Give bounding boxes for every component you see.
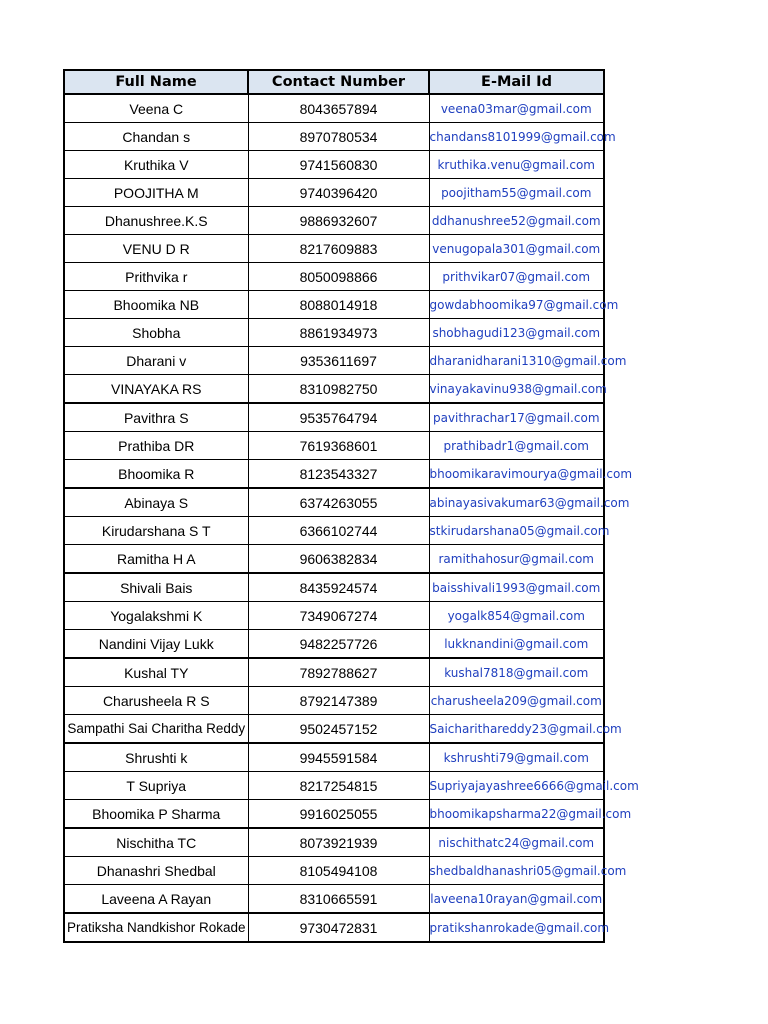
cell-contact-number: 9730472831 xyxy=(248,913,429,942)
cell-contact-number: 8792147389 xyxy=(248,687,429,715)
table-row xyxy=(64,913,604,942)
cell-email-link[interactable] xyxy=(429,828,604,857)
table-row xyxy=(64,403,604,432)
email-link-text[interactable]: pavithrachar17@gmail.com xyxy=(432,410,600,425)
email-link-text[interactable]: yogalk854@gmail.com xyxy=(447,608,585,623)
cell-contact-number: 8861934973 xyxy=(248,319,429,347)
email-link-text[interactable]: lukknandini@gmail.com xyxy=(444,636,589,651)
table-row xyxy=(64,432,604,460)
email-link-text[interactable]: kushal7818@gmail.com xyxy=(444,665,589,680)
email-link-text[interactable]: charusheela209@gmail.com xyxy=(430,693,602,708)
email-link-text[interactable]: bhoomikapsharma22@gmail.com xyxy=(429,806,632,821)
cell-email-link[interactable] xyxy=(429,573,604,602)
table-row xyxy=(64,715,604,744)
cell-full-name: Chandan s xyxy=(64,123,248,151)
email-link-text[interactable]: ramithahosur@gmail.com xyxy=(438,551,594,566)
contact-sheet xyxy=(63,69,639,943)
email-link-text[interactable]: abinayasivakumar63@gmail.com xyxy=(429,495,630,510)
cell-full-name: Bhoomika NB xyxy=(64,291,248,319)
cell-contact-number: 7349067274 xyxy=(248,602,429,630)
cell-email-link[interactable] xyxy=(429,179,604,207)
cell-email-link[interactable] xyxy=(429,715,622,744)
cell-email-link[interactable] xyxy=(429,545,604,574)
table-row xyxy=(64,772,604,800)
cell-full-name: Sampathi Sai Charitha Reddy xyxy=(64,715,248,744)
table-row xyxy=(64,460,604,489)
cell-full-name: Yogalakshmi K xyxy=(64,602,248,630)
table-row xyxy=(64,517,604,545)
table-row xyxy=(64,687,604,715)
table-row xyxy=(64,658,604,687)
cell-email-link[interactable] xyxy=(429,291,619,319)
table-row xyxy=(64,743,604,772)
cell-contact-number: 7619368601 xyxy=(248,432,429,460)
cell-email-link[interactable] xyxy=(429,375,607,404)
email-link-text[interactable]: poojitham55@gmail.com xyxy=(441,185,592,200)
email-link-text[interactable]: chandans8101999@gmail.com xyxy=(429,129,616,144)
table-row xyxy=(64,488,604,517)
cell-email-link[interactable] xyxy=(429,263,604,291)
cell-full-name: Ramitha H A xyxy=(64,545,248,574)
cell-full-name: POOJITHA M xyxy=(64,179,248,207)
cell-email-link[interactable] xyxy=(429,687,604,715)
cell-full-name: Shivali Bais xyxy=(64,573,248,602)
cell-contact-number: 8310665591 xyxy=(248,885,429,914)
cell-full-name: Nandini Vijay Lukk xyxy=(64,630,248,659)
table-row xyxy=(64,347,604,375)
cell-full-name: Kushal TY xyxy=(64,658,248,687)
cell-contact-number: 9502457152 xyxy=(248,715,429,744)
cell-contact-number: 8050098866 xyxy=(248,263,429,291)
cell-contact-number: 9945591584 xyxy=(248,743,429,772)
table-row xyxy=(64,235,604,263)
cell-email-link[interactable] xyxy=(429,913,610,942)
table-row xyxy=(64,207,604,235)
cell-contact-number: 8073921939 xyxy=(248,828,429,857)
cell-email-link[interactable] xyxy=(429,319,604,347)
table-row xyxy=(64,263,604,291)
cell-full-name: Prathiba DR xyxy=(64,432,248,460)
cell-email-link[interactable] xyxy=(429,123,616,151)
cell-full-name: Dhanushree.K.S xyxy=(64,207,248,235)
cell-contact-number: 9886932607 xyxy=(248,207,429,235)
cell-email-link[interactable] xyxy=(429,800,632,829)
table-row xyxy=(64,291,604,319)
table-row xyxy=(64,123,604,151)
header-full-name: Full Name xyxy=(64,70,248,94)
cell-email-link[interactable] xyxy=(429,658,604,687)
cell-email-link[interactable] xyxy=(429,857,627,885)
cell-full-name: VINAYAKA RS xyxy=(64,375,248,404)
cell-contact-number: 8123543327 xyxy=(248,460,429,489)
cell-email-link[interactable] xyxy=(429,432,604,460)
contact-table xyxy=(63,69,639,943)
email-link-text[interactable]: nischithatc24@gmail.com xyxy=(438,835,595,850)
cell-email-link[interactable] xyxy=(429,460,633,489)
cell-full-name: Shrushti k xyxy=(64,743,248,772)
cell-full-name: Charusheela R S xyxy=(64,687,248,715)
cell-contact-number: 9740396420 xyxy=(248,179,429,207)
cell-contact-number: 7892788627 xyxy=(248,658,429,687)
table-row xyxy=(64,179,604,207)
header-email-id: E-Mail Id xyxy=(429,70,604,94)
email-link-text[interactable]: kruthika.venu@gmail.com xyxy=(437,157,595,172)
table-row xyxy=(64,94,604,123)
header-contact-number: Contact Number xyxy=(248,70,429,94)
table-row xyxy=(64,885,604,914)
cell-full-name: Nischitha TC xyxy=(64,828,248,857)
cell-contact-number: 8217609883 xyxy=(248,235,429,263)
email-link-text[interactable]: prathibadr1@gmail.com xyxy=(443,438,589,453)
cell-full-name: Laveena A Rayan xyxy=(64,885,248,914)
table-row xyxy=(64,800,604,829)
cell-contact-number: 8970780534 xyxy=(248,123,429,151)
email-link-text[interactable]: prithvikar07@gmail.com xyxy=(442,269,591,284)
cell-full-name: VENU D R xyxy=(64,235,248,263)
email-link-text[interactable]: stkirudarshana05@gmail.com xyxy=(429,523,610,538)
cell-contact-number: 8105494108 xyxy=(248,857,429,885)
cell-email-link[interactable] xyxy=(429,403,604,432)
cell-contact-number: 8088014918 xyxy=(248,291,429,319)
cell-full-name: Kruthika V xyxy=(64,151,248,179)
email-link-text[interactable]: gowdabhoomika97@gmail.com xyxy=(429,297,619,312)
table-row xyxy=(64,857,604,885)
table-row xyxy=(64,151,604,179)
cell-email-link[interactable] xyxy=(429,94,604,123)
email-link-text[interactable]: shedbaldhanashri05@gmail.com xyxy=(429,863,627,878)
header-row xyxy=(64,70,604,94)
cell-email-link[interactable] xyxy=(429,347,627,375)
table-row xyxy=(64,319,604,347)
cell-full-name: Pratiksha Nandkishor Rokade xyxy=(64,913,248,942)
cell-contact-number: 9916025055 xyxy=(248,800,429,829)
email-link-text[interactable]: baisshivali1993@gmail.com xyxy=(432,580,601,595)
cell-contact-number: 9535764794 xyxy=(248,403,429,432)
cell-contact-number: 6366102744 xyxy=(248,517,429,545)
cell-contact-number: 8435924574 xyxy=(248,573,429,602)
email-link-text[interactable]: bhoomikaravimourya@gmail.com xyxy=(429,466,633,481)
cell-email-link[interactable] xyxy=(429,602,604,630)
cell-email-link[interactable] xyxy=(429,488,630,517)
cell-contact-number: 9353611697 xyxy=(248,347,429,375)
email-link-text[interactable]: kshrushti79@gmail.com xyxy=(443,750,589,765)
cell-contact-number: 8310982750 xyxy=(248,375,429,404)
email-link-text[interactable]: pratikshanrokade@gmail.com xyxy=(429,920,610,935)
table-row xyxy=(64,573,604,602)
cell-contact-number: 9606382834 xyxy=(248,545,429,574)
email-link-text[interactable]: vinayakavinu938@gmail.com xyxy=(429,381,607,396)
cell-contact-number: 6374263055 xyxy=(248,488,429,517)
email-link-text[interactable]: Supriyajayashree6666@gmail.com xyxy=(429,778,639,793)
cell-full-name: Dharani v xyxy=(64,347,248,375)
cell-full-name: T Supriya xyxy=(64,772,248,800)
table-row xyxy=(64,630,604,659)
cell-email-link[interactable] xyxy=(429,743,604,772)
cell-email-link[interactable] xyxy=(429,630,604,659)
cell-full-name: Shobha xyxy=(64,319,248,347)
cell-full-name: Dhanashri Shedbal xyxy=(64,857,248,885)
cell-contact-number: 9741560830 xyxy=(248,151,429,179)
table-row xyxy=(64,602,604,630)
cell-full-name: Veena C xyxy=(64,94,248,123)
email-link-text[interactable]: dharanidharani1310@gmail.com xyxy=(429,353,627,368)
table-row xyxy=(64,375,604,404)
cell-full-name: Abinaya S xyxy=(64,488,248,517)
email-link-text[interactable]: Saicharithareddy23@gmail.com xyxy=(429,721,622,736)
table-row xyxy=(64,545,604,574)
cell-email-link[interactable] xyxy=(429,517,610,545)
cell-contact-number: 8217254815 xyxy=(248,772,429,800)
cell-full-name: Bhoomika P Sharma xyxy=(64,800,248,829)
cell-contact-number: 8043657894 xyxy=(248,94,429,123)
cell-full-name: Kirudarshana S T xyxy=(64,517,248,545)
table-row xyxy=(64,828,604,857)
cell-email-link[interactable] xyxy=(429,207,604,235)
email-link-text[interactable]: venugopala301@gmail.com xyxy=(432,241,601,256)
email-link-text[interactable]: shobhagudi123@gmail.com xyxy=(432,325,601,340)
cell-email-link[interactable] xyxy=(429,235,604,263)
cell-full-name: Prithvika r xyxy=(64,263,248,291)
cell-full-name: Pavithra S xyxy=(64,403,248,432)
email-link-text[interactable]: laveena10rayan@gmail.com xyxy=(430,891,603,906)
cell-email-link[interactable] xyxy=(429,772,639,800)
cell-contact-number: 9482257726 xyxy=(248,630,429,659)
cell-email-link[interactable] xyxy=(429,151,604,179)
cell-full-name: Bhoomika R xyxy=(64,460,248,489)
email-link-text[interactable]: veena03mar@gmail.com xyxy=(440,101,592,116)
email-link-text[interactable]: ddhanushree52@gmail.com xyxy=(431,213,601,228)
cell-email-link[interactable] xyxy=(429,885,604,914)
table-body xyxy=(64,94,639,942)
